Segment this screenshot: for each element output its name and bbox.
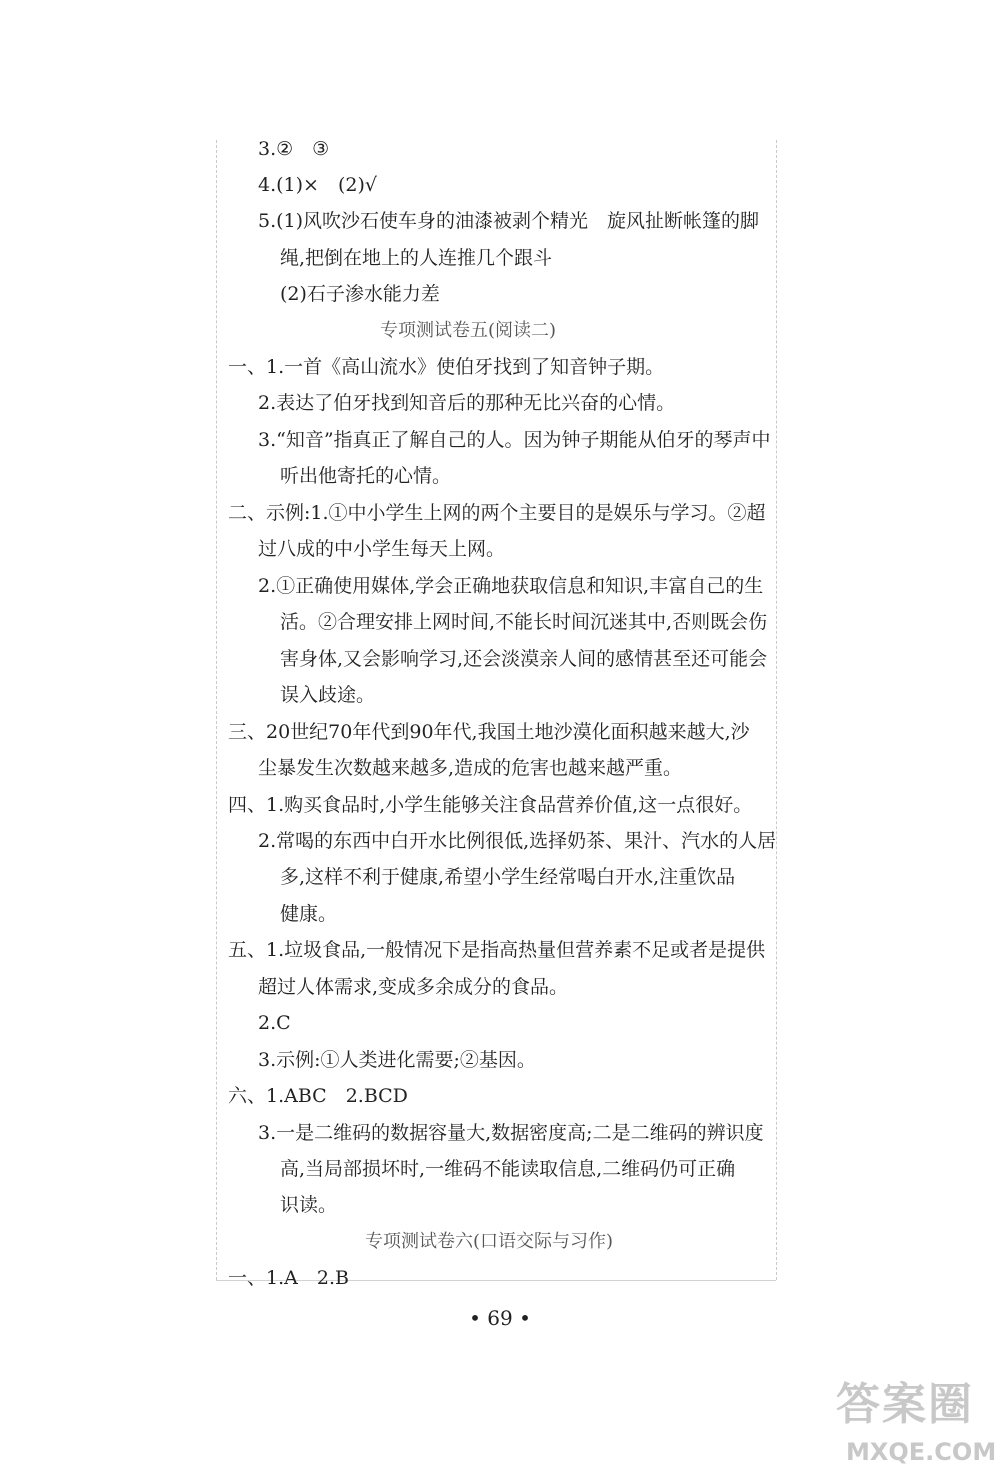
answer-line: 2.①正确使用媒体,学会正确地获取信息和知识,丰富自己的生 bbox=[258, 575, 764, 597]
answer-line: 3.② ③ bbox=[258, 138, 330, 160]
page-number: • 69 • bbox=[469, 1306, 531, 1330]
answer-line: 识读。 bbox=[280, 1194, 338, 1216]
answer-line: 二、示例:1.①中小学生上网的两个主要目的是娱乐与学习。②超 bbox=[228, 502, 766, 524]
answer-line: 听出他寄托的心情。 bbox=[280, 465, 452, 487]
answer-line: 四、1.购买食品时,小学生能够关注食品营养价值,这一点很好。 bbox=[228, 794, 753, 816]
answer-line: 一、1.A 2.B bbox=[228, 1267, 349, 1289]
answer-line: 2.常喝的东西中白开水比例很低,选择奶茶、果汁、汽水的人居 bbox=[258, 830, 777, 852]
watermark-cn: 答案圈 bbox=[836, 1379, 974, 1430]
answer-line: 多,这样不利于健康,希望小学生经常喝白开水,注重饮品 bbox=[280, 866, 736, 888]
answer-line: 一、1.一首《高山流水》使伯牙找到了知音钟子期。 bbox=[228, 356, 665, 378]
answer-line: 超过人体需求,变成多余成分的食品。 bbox=[258, 976, 569, 998]
answer-line: 3.“知音”指真正了解自己的人。因为钟子期能从伯牙的琴声中 bbox=[258, 429, 771, 451]
answer-line: 害身体,又会影响学习,还会淡漠亲人间的感情甚至还可能会 bbox=[280, 648, 768, 670]
watermark-en: MXQE.COM bbox=[846, 1438, 997, 1466]
answer-line: 尘暴发生次数越来越多,造成的危害也越来越严重。 bbox=[258, 757, 683, 779]
answer-line: 健康。 bbox=[280, 903, 338, 925]
answer-line: 2.C bbox=[258, 1012, 291, 1034]
answer-line: 误入歧途。 bbox=[280, 684, 376, 706]
answer-line: 3.示例:①人类进化需要;②基因。 bbox=[258, 1049, 536, 1071]
answer-line: 五、1.垃圾食品,一般情况下是指高热量但营养素不足或者是提供 bbox=[228, 939, 766, 961]
watermark-logo bbox=[836, 1380, 996, 1470]
answer-line: 2.表达了伯牙找到知音后的那种无比兴奋的心情。 bbox=[258, 392, 676, 414]
answer-line: 六、1.ABC 2.BCD bbox=[228, 1085, 408, 1107]
answer-line: 4.(1)× (2)√ bbox=[258, 174, 377, 196]
answer-line: 绳,把倒在地上的人连推几个跟斗 bbox=[280, 247, 553, 269]
answer-line: 三、20世纪70年代到90年代,我国土地沙漠化面积越来越大,沙 bbox=[228, 721, 750, 743]
page-frame-right bbox=[776, 140, 777, 1280]
page-frame-left bbox=[216, 140, 217, 1280]
answer-line: (2)石子渗水能力差 bbox=[280, 283, 440, 305]
answer-line: 活。②合理安排上网时间,不能长时间沉迷其中,否则既会伤 bbox=[280, 611, 768, 633]
section-heading: 专项测试卷六(口语交际与习作) bbox=[365, 1231, 614, 1252]
answer-line: 高,当局部损坏时,一维码不能读取信息,二维码仍可正确 bbox=[280, 1158, 736, 1180]
answer-line: 5.(1)风吹沙石使车身的油漆被剥个精光 旋风扯断帐篷的脚 bbox=[258, 210, 760, 232]
answer-line: 3.一是二维码的数据容量大,数据密度高;二是二维码的辨识度 bbox=[258, 1122, 764, 1144]
answer-line: 过八成的中小学生每天上网。 bbox=[258, 538, 506, 560]
section-heading: 专项测试卷五(阅读二) bbox=[380, 320, 557, 341]
